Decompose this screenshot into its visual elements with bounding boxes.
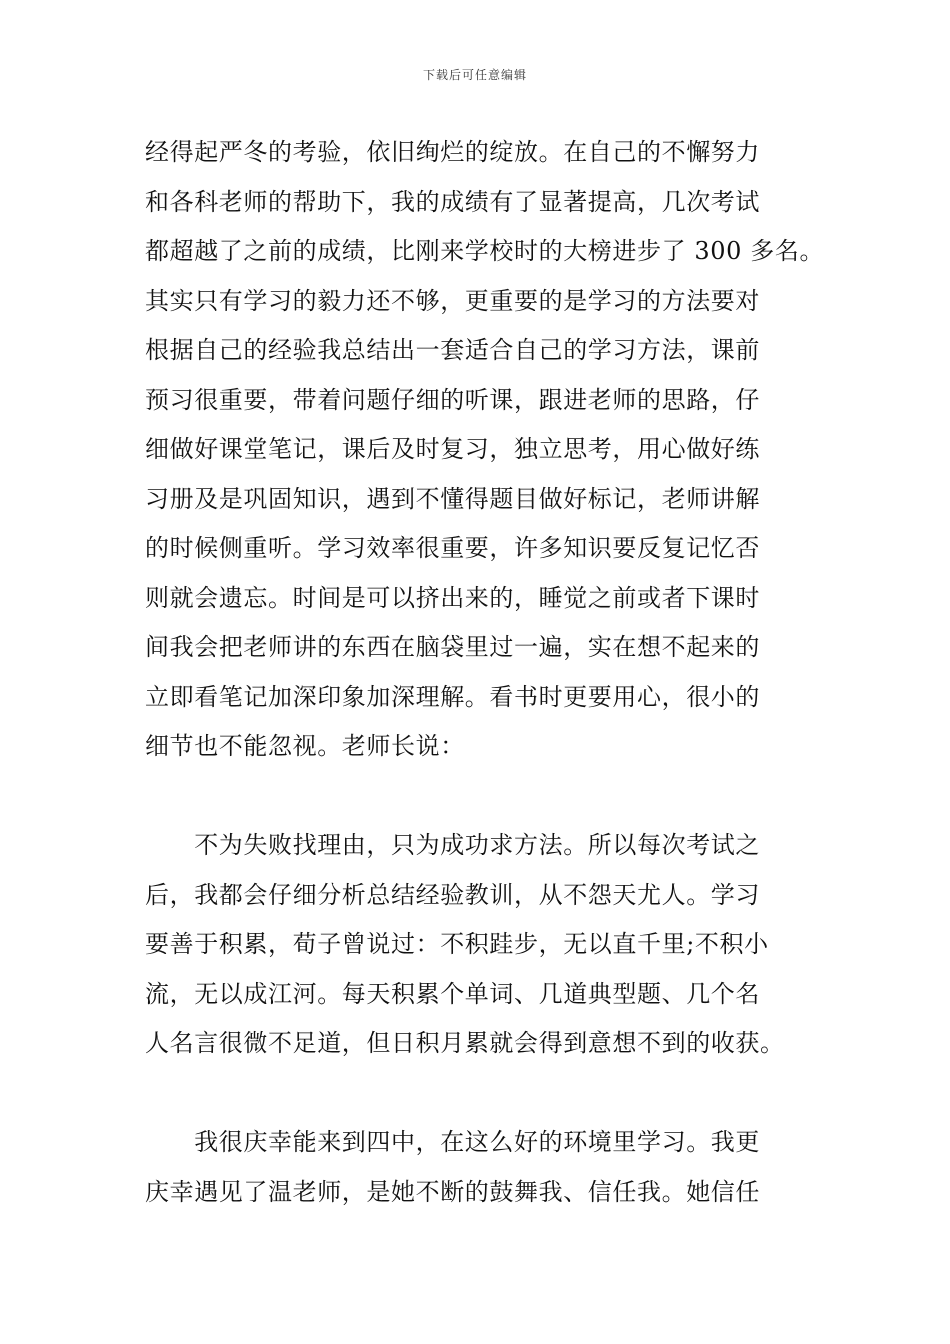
text-line: 细节也不能忽视。老师长说：: [145, 732, 465, 760]
text-line: 不为失败找理由，只为成功求方法。所以每次考试之: [145, 831, 760, 859]
text-line: 其实只有学习的毅力还不够，更重要的是学习的方法要对: [145, 286, 760, 315]
text-line: 要善于积累，荀子曾说过：不积跬步，无以直千里;不积小: [145, 930, 769, 958]
document-body: [145, 128, 825, 1217]
text-line: 和各科老师的帮助下，我的成绩有了显著提高，几次考试: [145, 187, 760, 216]
text-line: 间我会把老师讲的东西在脑袋里过一遍，实在想不起来的: [145, 633, 760, 661]
text-line: 庆幸遇见了温老师，是她不断的鼓舞我、信任我。她信任: [145, 1177, 760, 1206]
text-line: 立即看笔记加深印象加深理解。看书时更要用心，很小的: [145, 682, 760, 711]
text-line: 人名言很微不足道，但日积月累就会得到意想不到的收获。: [145, 1029, 785, 1057]
text-line: 后，我都会仔细分析总结经验教训，从不怨天尤人。学习: [145, 880, 760, 909]
text-line: 则就会遗忘。时间是可以挤出来的，睡觉之前或者下课时: [145, 583, 760, 612]
paragraph-gap: [145, 772, 825, 822]
text-line: 根据自己的经验我总结出一套适合自己的学习方法，课前: [145, 336, 760, 364]
text-line: 流，无以成江河。每天积累个单词、几道典型题、几个名: [145, 979, 760, 1008]
text-line: 我很庆幸能来到四中，在这么好的环境里学习。我更: [145, 1128, 760, 1156]
text-line: 的时候侧重听。学习效率很重要，许多知识要反复记忆否: [145, 534, 760, 562]
text-line: 预习很重要，带着问题仔细的听课，跟进老师的思路，仔: [145, 385, 760, 414]
paragraph-gap: [145, 1069, 825, 1119]
text-line: 细做好课堂笔记，课后及时复习，独立思考，用心做好练: [145, 435, 760, 463]
text-line: 习册及是巩固知识，遇到不懂得题目做好标记，老师讲解: [145, 484, 760, 513]
text-line: 经得起严冬的考验，依旧绚烂的绽放。在自己的不懈努力: [145, 138, 760, 166]
page-header: 下载后可任意编辑: [422, 68, 527, 82]
text-line: 都超越了之前的成绩，比刚来学校时的大榜进步了 300 多名。: [145, 237, 825, 265]
